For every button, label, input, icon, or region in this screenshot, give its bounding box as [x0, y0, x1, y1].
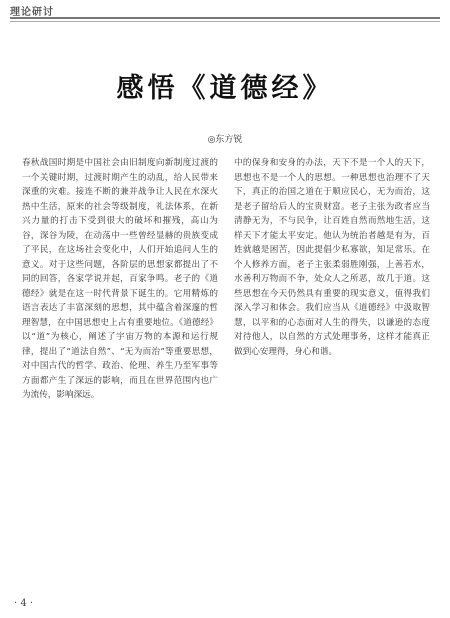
body-text-right: 中的保身和安身的办法，天下不是一个人的天下，思想也不是一个人的思想。一种思想也治理不了天下，真正的治国之道在于顺应民心，无为而治，这是老子留给后人的宝贵财富。老子主张为政者应当清静无为，不与民争，让百姓自然而然地生活，这样天下才能太平安定。他认为统治者越是有为，百姓就越是困苦，因此提倡少私寡欲，知足常乐。在个人修养方面，老子主张柔弱胜刚强，上善若水，水善利万物而不争，处众人之所恶，故几于道。这些思想在今天仍然具有重要的现实意义，值得我们深入学习和体会。我们应当从《道德经》中汲取智慧，以平和的心态面对人生的得失，以谦逊的态度对待他人，以自然的方式处理事务，这样才能真正做到心安理得，身心和谐。	[234, 158, 430, 357]
header-divider-thin	[10, 21, 440, 22]
header-divider	[10, 17, 440, 19]
section-header: 理论研讨	[10, 7, 54, 18]
article-column-left	[22, 156, 218, 403]
article-column-right	[234, 156, 430, 359]
article-title: 感悟《道德经》	[116, 73, 334, 104]
body-text-left: 春秋战国时期是中国社会由旧制度向新制度过渡的一个关键时期，过渡时期产生的动乱，给人民带来深重的灾难。接连不断的兼并战争让人民在水深火热中生活，原来的社会等级制度，礼法体系，在新兴力量的打击下受到很大的破坏和摧残，高山为谷，深谷为陵，在动荡中一些曾经显赫的贵族变成了平民，在这场社会变化中，人们开始追问人生的意义。对于这些问题，各阶层的思想家都提出了不同的回答，各家学说并起，百家争鸣。老子的《道德经》就是在这一时代背景下诞生的。它用精炼的语言表达了丰富深刻的思想，其中蕴含着深邃的哲理智慧，在中国思想史上占有重要地位。《道德经》以“道”为核心，阐述了宇宙万物的本源和运行规律，提出了“道法自然”、“无为而治”等重要思想，对中国古代的哲学、政治、伦理、养生乃至军事等方面都产生了深远的影响，而且在世界范围内也广为流传，影响深远。	[22, 158, 218, 400]
article-author: ◎东方锐	[207, 135, 243, 145]
page-number: · 4 ·	[14, 598, 34, 609]
